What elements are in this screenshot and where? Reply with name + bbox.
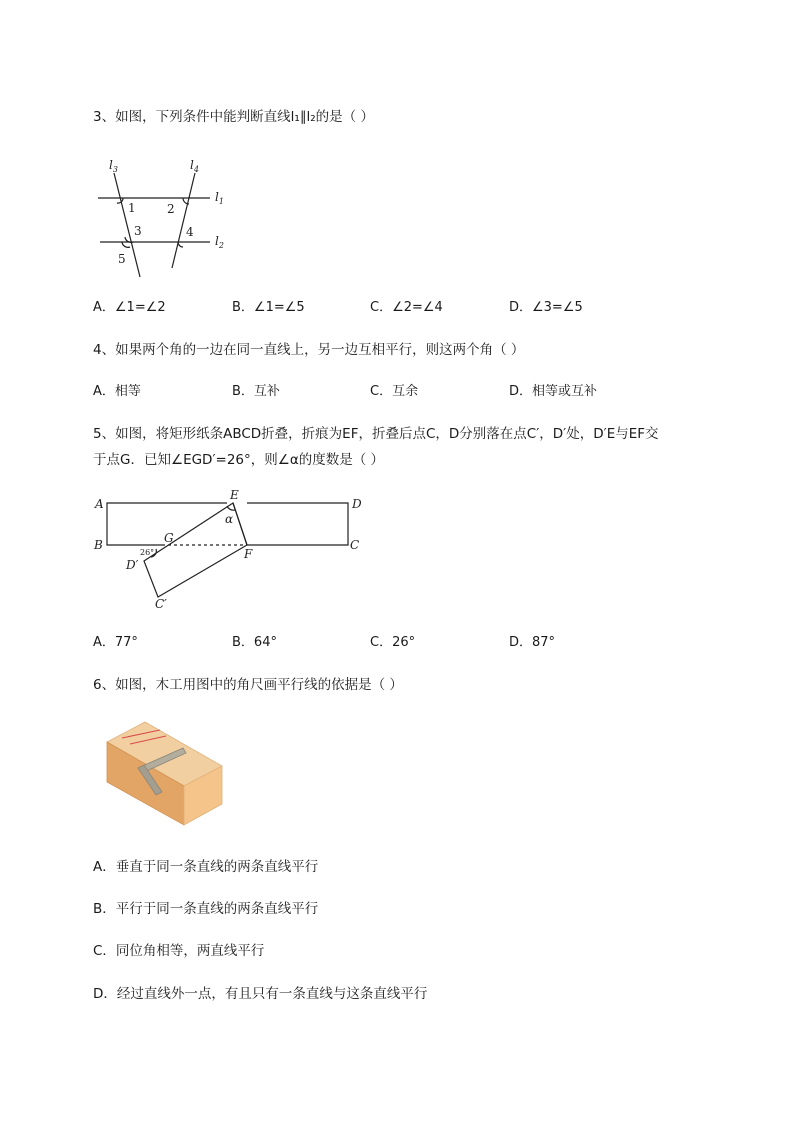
- label-l1: $l_1$: [215, 190, 224, 206]
- label-D-prime: D′: [126, 558, 139, 572]
- label-C: C: [350, 538, 360, 552]
- q6-option-d[interactable]: D．经过直线外一点，有且只有一条直线与这条直线平行: [93, 986, 428, 1002]
- q5-option-c[interactable]: C．26°: [370, 635, 416, 650]
- q6-stem: 6、如图，木工用图中的角尺画平行线的依据是（ ）: [93, 677, 403, 693]
- label-angle-3: 3: [134, 224, 142, 238]
- q5-stem-line2: 于点G．已知∠EGD′=26°，则∠α的度数是（ ）: [93, 452, 385, 468]
- label-angle-5: 5: [118, 252, 126, 266]
- label-angle-2: 2: [167, 202, 175, 216]
- crease-ef: [233, 503, 247, 545]
- q6-option-a[interactable]: A．垂直于同一条直线的两条直线平行: [93, 859, 319, 875]
- line-l4: [172, 173, 195, 268]
- q4-stem: 4、如果两个角的一边在同一直线上，另一边互相平行，则这两个角（ ）: [93, 342, 525, 358]
- q5-option-b[interactable]: B．64°: [232, 635, 277, 650]
- angle-arc-4: [178, 242, 183, 247]
- label-B: B: [94, 538, 103, 552]
- label-l2: $l_2$: [215, 234, 224, 250]
- q5-option-d[interactable]: D．87°: [509, 635, 556, 650]
- label-E: E: [230, 488, 239, 502]
- label-angle-26: 26°: [140, 548, 155, 557]
- label-l3: $l_3$: [109, 158, 118, 174]
- label-l4: $l_4$: [190, 158, 199, 174]
- label-angle-1: 1: [128, 201, 136, 215]
- q5-option-a[interactable]: A．77°: [93, 635, 138, 650]
- q6-option-b[interactable]: B．平行于同一条直线的两条直线平行: [93, 901, 319, 917]
- q5-stem-line1: 5、如图，将矩形纸条ABCD折叠，折痕为EF，折叠后点C，D分别落在点C′，D′处，D′E与EF交: [93, 426, 659, 442]
- q4-option-b[interactable]: B．互补: [232, 384, 280, 399]
- q3-option-c[interactable]: C．∠2=∠4: [370, 300, 443, 315]
- label-D: D: [352, 497, 362, 511]
- q5-figure: [88, 484, 378, 614]
- angle-arc-5: [122, 242, 130, 247]
- q3-figure: [95, 155, 235, 280]
- q4-option-a[interactable]: A．相等: [93, 384, 141, 399]
- label-F: F: [244, 547, 253, 561]
- q4-option-d[interactable]: D．相等或互补: [509, 384, 598, 399]
- q3-option-b[interactable]: B．∠1=∠5: [232, 300, 305, 315]
- label-A: A: [95, 497, 104, 511]
- q6-wood-block-illustration: [100, 712, 230, 830]
- q3-option-d[interactable]: D．∠3=∠5: [509, 300, 583, 315]
- label-angle-4: 4: [186, 225, 194, 239]
- q6-option-c[interactable]: C．同位角相等，两直线平行: [93, 943, 265, 959]
- q3-stem: 3、如图，下列条件中能判断直线l₁∥l₂的是（ ）: [93, 109, 374, 125]
- label-alpha: α: [225, 512, 234, 526]
- strip-right-part: [247, 503, 348, 545]
- q3-option-a[interactable]: A．∠1=∠2: [93, 300, 166, 315]
- label-G: G: [164, 531, 174, 545]
- q4-option-c[interactable]: C．互余: [370, 384, 419, 399]
- label-C-prime: C′: [155, 597, 167, 611]
